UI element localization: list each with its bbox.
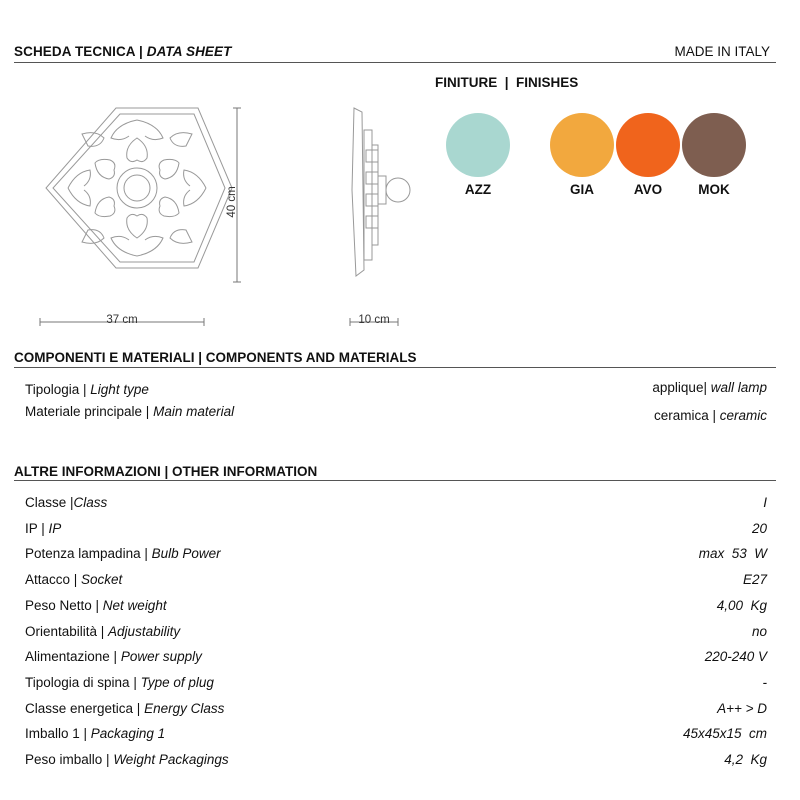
- info-row: [25, 546, 767, 566]
- info-key: Classe energetica | Energy Class: [25, 700, 225, 716]
- info-key: Orientabilità | Adjustability: [25, 623, 181, 639]
- depth-dimension-label: 10 cm: [358, 314, 390, 326]
- info-value: 20: [751, 520, 767, 536]
- sheet-title-it: SCHEDA TECNICA |: [14, 44, 147, 59]
- info-key: Potenza lampadina | Bulb Power: [25, 546, 221, 562]
- info-value: A++ > D: [717, 700, 767, 716]
- width-dimension-label: 37 cm: [106, 314, 138, 326]
- finishes-title: FINITURE | FINISHES: [435, 75, 579, 90]
- lamp-center-icon: [117, 168, 157, 208]
- info-value: 4,2 Kg: [724, 752, 767, 767]
- sheet-title-en: DATA SHEET: [146, 44, 232, 59]
- info-row: [25, 521, 767, 541]
- swatch-azz: [446, 113, 510, 177]
- swatch-label-gia: GIA: [569, 182, 594, 197]
- swatch-gia: [550, 113, 614, 177]
- swatch-mok: [682, 113, 746, 177]
- info-key: Peso imballo | Weight Packagings: [25, 752, 229, 767]
- info-key: Classe |Class: [25, 495, 108, 510]
- info-value: I: [763, 495, 767, 510]
- info-key: Imballo 1 | Packaging 1: [25, 726, 166, 742]
- info-row: [25, 624, 767, 644]
- other-info-title: ALTRE INFORMAZIONI | OTHER INFORMATION: [14, 464, 318, 479]
- info-key: Attacco | Socket: [25, 572, 123, 588]
- info-row: [25, 495, 767, 515]
- info-key: Tipologia di spina | Type of plug: [25, 674, 214, 690]
- swatch-avo: [616, 113, 680, 177]
- info-row: [25, 701, 767, 721]
- header-divider: [14, 62, 776, 63]
- height-dimension-label: 40 cm: [226, 186, 238, 218]
- lamp-front-outline-icon: [46, 108, 232, 268]
- components-divider: [14, 367, 776, 368]
- info-value: 220-240 V: [704, 649, 767, 665]
- lamp-side-view-icon: [352, 108, 410, 276]
- other-info-divider: [14, 480, 776, 481]
- swatch-label-avo: AVO: [633, 182, 663, 197]
- made-in-italy: MADE IN ITALY: [674, 44, 770, 59]
- component-row: Tipologia | Light type applique| wall lamp: [25, 380, 767, 397]
- info-row: [25, 752, 767, 772]
- info-key: IP | IP: [25, 520, 62, 536]
- info-value: -: [762, 674, 767, 690]
- info-row: [25, 572, 767, 592]
- info-row: [25, 726, 767, 746]
- info-row: [25, 598, 767, 618]
- sheet-title: [14, 44, 231, 59]
- info-value: 4,00 Kg: [716, 597, 767, 613]
- technical-drawing: [20, 90, 440, 340]
- info-value: 45x45x15 cm: [682, 726, 767, 742]
- info-key: Alimentazione | Power supply: [25, 649, 202, 665]
- info-value: no: [751, 623, 767, 639]
- component-row: Materiale principale | Main material ceramica | ceramic: [25, 404, 767, 423]
- info-key: Peso Netto | Net weight: [25, 597, 167, 613]
- info-row: [25, 675, 767, 695]
- info-row: [25, 649, 767, 669]
- info-value: E27: [742, 572, 767, 588]
- swatch-label-mok: MOK: [698, 182, 730, 197]
- info-value: max 53 W: [698, 546, 767, 562]
- lamp-petals-icon: [68, 120, 206, 256]
- components-title: COMPONENTI E MATERIALI | COMPONENTS AND MATERIALS: [14, 350, 417, 365]
- swatch-label-azz: AZZ: [464, 182, 492, 197]
